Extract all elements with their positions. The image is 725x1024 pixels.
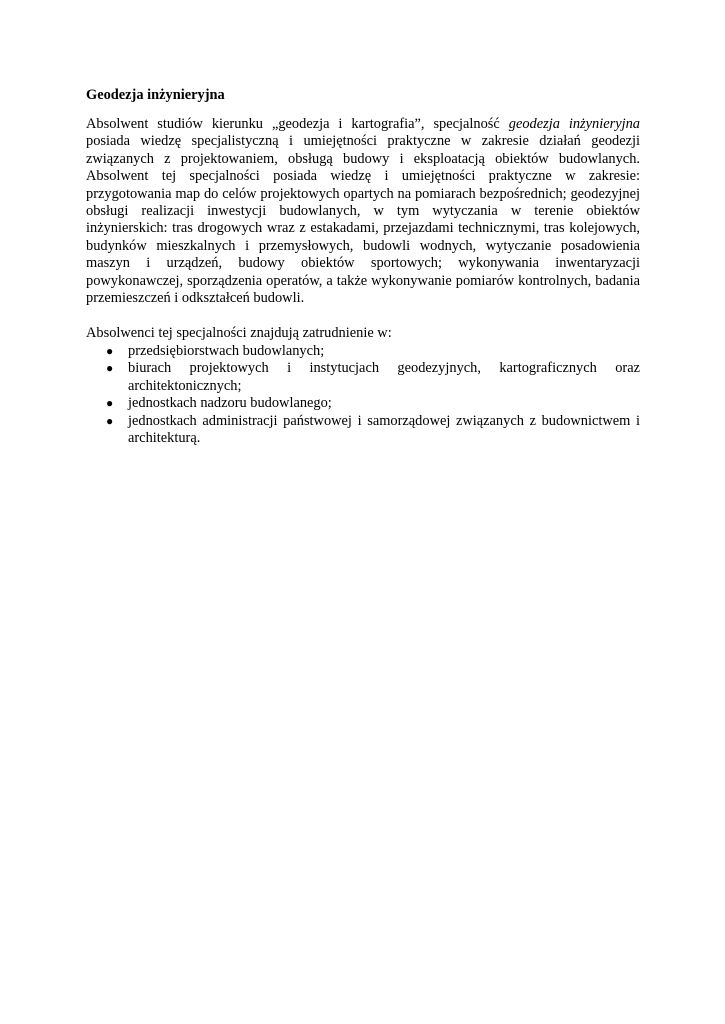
- list-item: [86, 343, 640, 360]
- bullet-icon: ●: [106, 396, 114, 411]
- list-item: [86, 360, 640, 395]
- intro-text-part2: posiada wiedzę specjalistyczną i umiejętności praktyczne w zakresie działań geodezji związanych z projektowaniem, obsługą budowy i eksploatacją obiektów budowlanych. Absolwent tej specjalności posiada wiedzę i umiejętności praktyczne w zakresie: przygotowania map do celów projektowych opartych na pomiarach bezpośrednich; geodezyjnej obsługi realizacji inwestycji budowlanych, w tym wytyczania w terenie obiektów inżynierskich: tras drogowych wraz z estakadami, przejazdami technicznymi, tras kolejowych, budynków mieszkalnych i przemysłowych, budowli wodnych, wytyczanie posadowienia maszyn i urządzeń, budowy obiektów sportowych; wykonywania inwentaryzacji powykonawczej, sporządzenia operatów, a także wykonywanie pomiarów kontrolnych, badania przemieszczeń i odkształceń budowli.: [86, 133, 640, 307]
- list-item-text: biurach projektowych i instytucjach geodezyjnych, kartograficznych oraz architektonicznych;: [128, 360, 640, 394]
- bullet-icon: ●: [106, 361, 114, 376]
- specialty-name-italic: geodezja inżynieryjna: [508, 116, 640, 132]
- employment-intro: Absolwenci tej specjalności znajdują zatrudnienie w:: [86, 325, 392, 342]
- document-heading: Geodezja inżynieryjna: [86, 87, 225, 103]
- list-item: [86, 413, 640, 448]
- employment-list: [86, 343, 640, 447]
- document-content: [86, 86, 640, 447]
- list-item: [86, 395, 640, 412]
- list-item-text: jednostkach nadzoru budowlanego;: [128, 395, 332, 412]
- intro-paragraph: [86, 116, 640, 307]
- intro-text-part1: Absolwent studiów kierunku „geodezja i kartografia”, specjalność: [86, 116, 509, 132]
- bullet-icon: ●: [106, 413, 114, 428]
- list-item-text: przedsiębiorstwach budowlanych;: [128, 342, 325, 359]
- list-item-text: jednostkach administracji państwowej i samorządowej związanych z budownictwem i architekturą.: [128, 412, 640, 446]
- bullet-icon: ●: [106, 343, 114, 358]
